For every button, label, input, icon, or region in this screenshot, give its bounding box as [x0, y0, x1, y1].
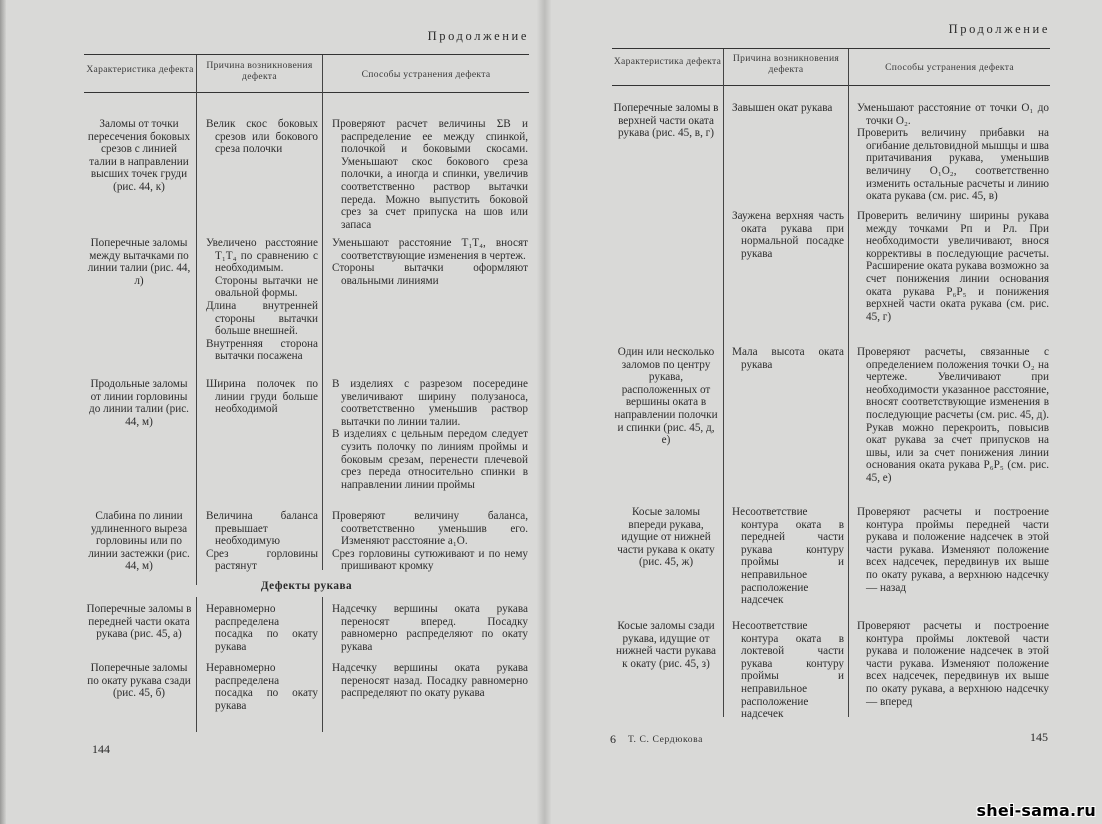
column-divider	[848, 49, 849, 717]
cause-cell: Неравномерно распределена посадка по окату рукава	[206, 603, 318, 653]
continuation-label: Продолжение	[948, 22, 1050, 36]
defect-cell: Косые заломы впереди рукава, идущие от нижней части рукава к окату (рис. 45, ж)	[617, 506, 715, 569]
remedy-cell: Уменьшают расстояние от точки O₁ до точки O₂. Проверить величину прибавки на огибание дельтовидной мышцы и шва притачивания рукава, уменьшив величину O₁O₂, соответственно изменить остальные расчеты и линию оката рукава (см. рис. 45, в)	[857, 102, 1049, 203]
column-header-cause: Причина возникновения дефекта	[732, 53, 840, 75]
table-header-rule	[612, 85, 1050, 86]
remedy-cell: Проверяют расчеты и построение контура проймы локтевой части рукава и положение надсечек в этой части рукава. Изменяют положение всех надсечек, передвинув их выше по окату рукава, а верхнюю надсечку — вперед	[857, 620, 1049, 708]
defect-cell: Поперечные заломы в передней части оката рукава (рис. 45, а)	[86, 603, 192, 641]
remedy-cell: Надсечку вершины оката рукава переносят назад. Посадку равномерно распределяют по окату рукава	[332, 662, 528, 700]
remedy-cell: Надсечку вершины оката рукава переносят вперед. Посадку равномерно распределяют по окату рукава	[332, 603, 528, 653]
table-top-rule	[84, 54, 529, 55]
column-header-cause: Причина возникновения дефекта	[206, 60, 313, 82]
column-divider	[322, 597, 323, 732]
section-title: Дефекты рукава	[260, 580, 353, 592]
cause-cell: Завышен окат рукава	[732, 102, 833, 114]
column-divider	[196, 55, 197, 585]
column-header-defect: Характеристика дефекта	[86, 64, 194, 75]
table-top-rule	[612, 48, 1050, 49]
defect-cell: Один или несколько заломов по центру рукава, расположенных от вершины оката в направлении полочки и спинки (рис. 45, д, е)	[614, 346, 718, 447]
table-header-rule	[84, 92, 529, 93]
column-header-remedy: Способы устранения дефекта	[361, 69, 491, 80]
continuation-label: Продолжение	[427, 29, 529, 43]
cause-cell: Ширина полочек по линии груди больше необходимой	[206, 378, 318, 416]
defect-cell: Поперечные заломы по окату рукава сзади (рис. 45, б)	[87, 662, 191, 700]
defect-cell: Поперечные заломы между вытачками по линии талии (рис. 44, л)	[87, 237, 191, 287]
cause-cell: Мала высота оката рукава	[732, 346, 844, 371]
remedy-cell: Уменьшают расстояние T₁T₄, вносят соответствующие изменения в чертеж. Стороны вытачки оформляют овальными линиями	[332, 237, 528, 287]
book-gutter	[537, 0, 551, 824]
cause-cell: Заужена верхняя часть оката рукава при нормальной посадке рукава	[732, 210, 844, 260]
cause-cell: Неравномерно распределена посадка по окату рукава	[206, 662, 318, 712]
left-page	[84, 0, 529, 824]
column-divider	[322, 55, 323, 570]
cause-cell: Несоответствие контура оката в передней части рукава контуру проймы и неправильное расположение надсечек	[732, 506, 844, 607]
defect-cell: Косые заломы сзади рукава, идущие от нижней части рукава к окату (рис. 45, з)	[615, 620, 717, 670]
column-header-remedy: Способы устранения дефекта	[885, 62, 1014, 73]
remedy-cell: В изделиях с разрезом посередине увеличивают ширину полузаноса, соответственно уменьшив раствор вытачки по линии талии. В изделиях с цельным передом следует сузить полочку по линиям проймы и боковым срезам, перенести плечевой срез переда относительно спинки в направлении линии проймы	[332, 378, 528, 491]
remedy-cell: Проверяют расчеты и построение контура проймы передней части рукава и положение надсечек в этой части рукава. Изменяют положение всех надсечек, передвинув их выше по окату рукава, а верхнюю надсечку — назад	[857, 506, 1049, 594]
column-divider	[723, 49, 724, 717]
right-page	[590, 0, 1050, 824]
remedy-cell: Проверяют расчет величины ΣB и распределение ее между спинкой, полочкой и боковыми скосами. Уменьшают скос бокового среза полочки, а иногда и спинки, увеличив соответственно раствор вытачки переда. Можно выпустить боковой срез за счет припуска на шов или запаса	[332, 118, 528, 231]
column-divider	[196, 597, 197, 732]
page-number: 145	[1030, 730, 1048, 744]
page-number: 144	[92, 742, 110, 756]
column-header-defect: Характеристика дефекта	[613, 56, 722, 67]
cause-cell: Величина баланса превышает необходимую Срез горловины растянут	[206, 510, 318, 573]
defect-cell: Поперечные заломы в верхней части оката рукава (рис. 45, в, г)	[613, 102, 719, 140]
remedy-cell: Проверяют величину баланса, соответственно уменьшив его. Изменяют расстояние a₁O. Срез горловины сутюживают и по нему пришивают кромку	[332, 510, 528, 573]
cause-cell: Увеличено расстояние T₁T₄ по сравнению с необходимым. Стороны вытачки не овальной формы. Длина внутренней стороны вытачки больше внешней. Внутренняя сторона вытачки посажена	[206, 237, 318, 363]
remedy-cell: Проверяют расчеты, связанные с определением положения точки O₂ на чертеже. Увеличивают при необходимости указанное расстояние, вносят соответствующие изменения в последующие расчеты (см. рис. 45, д). Рукав можно перекроить, повысив окат рукава за счет припусков на швы, или за счет понижения линии основания оката рукава P₆P₅ (см. рис. 45, е)	[857, 346, 1049, 484]
signature-number: 6	[610, 732, 616, 746]
signature-author: Т. С. Сердюкова	[628, 734, 704, 745]
cause-cell: Несоответствие контура оката в локтевой части рукава контуру проймы и неправильное расположение надсечек	[732, 620, 844, 721]
cause-cell: Велик скос боковых срезов или бокового среза полочки	[206, 118, 318, 156]
defect-cell: Заломы от точки пересечения боковых срезов с линией талии в направлении высших точек груди (рис. 44, к)	[87, 118, 191, 193]
remedy-cell: Проверить величину ширины рукава между точками Pп и Pл. При необходимости увеличивают, внося коррективы в последующие расчеты. Расширение оката рукава возможно за счет понижения линии основания оката рукава P₆P₅ и понижения верхней части оката рукава (см. рис. 45, г)	[857, 210, 1049, 323]
book-edge-shadow	[0, 0, 6, 824]
site-watermark: shei-sama.ru	[976, 801, 1096, 820]
defect-cell: Продольные заломы от линии горловины до линии талии (рис. 44, м)	[89, 378, 189, 428]
defect-cell: Слабина по линии удлиненного выреза горловины или по линии застежки (рис. 44, м)	[88, 510, 190, 573]
